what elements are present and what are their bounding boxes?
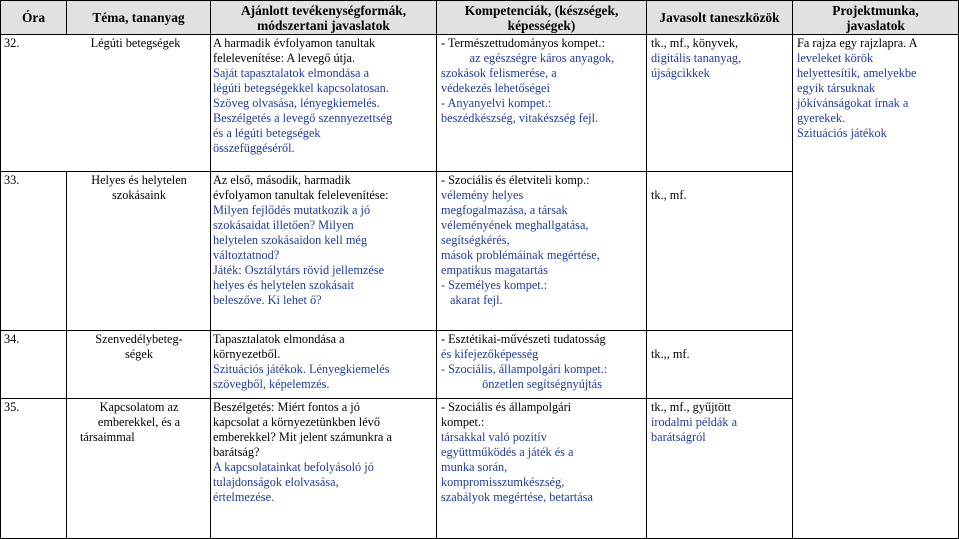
activity-line: Játék: Osztálytárs rövid jellemzése [213,263,385,277]
header-tema: Téma, tananyag [67,1,211,35]
lesson-title: ségek [125,347,153,361]
activity-line: változtatnod? [213,248,280,262]
lesson-title: szokásaink [112,188,166,202]
lesson-title: Szenvedélybeteg- [95,332,183,346]
competency-line: mások problémáinak megértése, [441,248,600,262]
activity-line: Beszélgetés: Miért fontos a jó [213,400,360,414]
lesson-number-cell [1,331,67,399]
lesson-number: 33. [4,173,20,187]
competency-line: kompromisszumkészség, [441,475,565,489]
tools-cell [647,331,793,399]
competency-line: és kifejezőképesség [441,347,539,361]
lesson-title-cell [67,172,211,331]
lesson-number-cell [1,172,67,331]
tool-line: tk., mf., gyűjtött [651,400,731,414]
tool-line: tk., mf. [651,188,687,202]
activity-line: szövegből, képelemzés. [213,377,330,391]
activity-line: helytelen szokásaidon kell még [213,233,368,247]
lesson-title-cell [67,399,211,539]
competencies-cell [437,35,647,172]
header-kompetencia: Kompetenciák, (készségek, képességek) [437,1,647,35]
lesson-title: Kapcsolatom az [99,400,179,414]
project-line: helyettesítik, amelyekbe [797,66,917,80]
activity-line: Beszélgetés a levegő szennyezettség [213,111,393,125]
tool-line: tk.,, mf. [651,347,690,361]
competency-line: önzetlen segítségnyújtás [482,377,602,391]
activity-line: kapcsolat a környezetünkben lévő [213,415,380,429]
competency-line: vélemény helyes [441,188,524,202]
activity-line: Az első, második, harmadik [213,173,351,187]
activity-line: légúti betegségekkel kapcsolatosan. [213,81,389,95]
competencies-cell [437,331,647,399]
activity-line: barátság? [213,445,260,459]
lesson-number-cell [1,399,67,539]
tool-line: irodalmi példák a [651,415,738,429]
project-line: gyerekek. [797,111,846,125]
project-line: Fa rajza egy rajzlapra. A [797,36,918,50]
competency-line: - Anyanyelvi kompet.: [441,96,552,110]
competency-line: megfogalmazása, a társak [441,203,568,217]
lesson-title: társaimmal [80,430,135,444]
activity-line: értelmezése. [213,490,275,504]
activity-line: Szöveg olvasása, lényegkiemelés. [213,96,380,110]
project-cell [793,35,959,539]
lesson-number: 34. [4,332,20,346]
competency-line: segítségkérés, [441,233,510,247]
activity-line: tulajdonságok elolvasása, [213,475,339,489]
competencies-cell [437,172,647,331]
activity-line: Tapasztalatok elmondása a [213,332,345,346]
activities-cell [211,331,437,399]
tool-line: tk., mf., könyvek, [651,36,739,50]
competency-line: - Szociális és életviteli komp.: [441,173,590,187]
header-ora: Óra [1,1,67,35]
activity-line: A harmadik évfolyamon tanultak [213,36,376,50]
header-tevekenyseg: Ajánlott tevékenységformák, módszertani javaslatok [211,1,437,35]
activities-cell [211,35,437,172]
competency-line: társakkal való pozitív [441,430,547,444]
activity-line: felelevenítése: A levegő útja. [213,51,356,65]
competency-line: beszédkészség, vitakészség fejl. [441,111,599,125]
activity-line: összefüggéséről. [213,141,295,155]
project-line: egyik társuknak [797,81,876,95]
project-line: jókívánságokat írnak a [797,96,909,110]
lesson-title: emberekkel, és a [97,415,181,429]
header-projekt: Projektmunka, javaslatok [793,1,959,35]
lesson-title: Légúti betegségek [90,36,181,50]
project-line: leveleket körök [797,51,874,65]
activities-cell [211,399,437,539]
tools-cell [647,35,793,172]
competency-line: kompet.: [441,415,485,429]
activity-line: emberekkel? Mit jelent számunkra a [213,430,392,444]
competency-line: - Személyes kompet.: [441,278,548,292]
activities-cell [211,172,437,331]
tools-cell [647,399,793,539]
competency-line: akarat fejl. [450,293,503,307]
competency-line: együttműködés a játék és a [441,445,574,459]
competencies-cell [437,399,647,539]
competency-line: munka során, [441,460,508,474]
competency-line: szokások felismerése, a [441,66,557,80]
activity-line: környezetből. [213,347,281,361]
table-row [1,35,959,172]
activity-line: és a légúti betegségek [213,126,321,140]
lesson-number: 32. [4,36,20,50]
activity-line: A kapcsolatainkat befolyásoló jó [213,460,374,474]
lesson-cell [1,35,211,172]
activity-line: Milyen fejlődés mutatkozik a jó [213,203,371,217]
header-row [1,1,959,35]
activity-line: helyes és helytelen szokásait [213,278,355,292]
tool-line: digitális tananyag, [651,51,742,65]
lesson-number: 35. [4,400,20,414]
competency-line: véleményének meghallgatása, [441,218,589,232]
header-eszkozok: Javasolt taneszközök [647,1,793,35]
competency-line: - Természettudományos kompet.: [441,36,605,50]
tool-line: újságcikkek [651,66,710,80]
lesson-title: Helyes és helytelen [91,173,187,187]
activity-line: beleszőve. Ki lehet ő? [213,293,322,307]
activity-line: Saját tapasztalatok elmondása a [213,66,370,80]
competency-line: az egészségre káros anyagok, [469,51,615,65]
competency-line: - Szociális és állampolgári [441,400,572,414]
competency-line: szabályok megértése, betartása [441,490,593,504]
lesson-title-cell [67,331,211,399]
competency-line: - Esztétikai-művészeti tudatosság [441,332,606,346]
competency-line: empatikus magatartás [441,263,548,277]
competency-line: védekezés lehetőségei [441,81,550,95]
tools-cell [647,172,793,331]
activity-line: szokásaidat illetően? Milyen [213,218,354,232]
competency-line: - Szociális, állampolgári kompet.: [441,362,608,376]
project-line: Szituációs játékok [797,126,887,140]
activity-line: évfolyamon tanultak felelevenítése: [213,188,389,202]
tool-line: barátságról [651,430,706,444]
activity-line: Szituációs játékok. Lényegkiemelés [213,362,390,376]
